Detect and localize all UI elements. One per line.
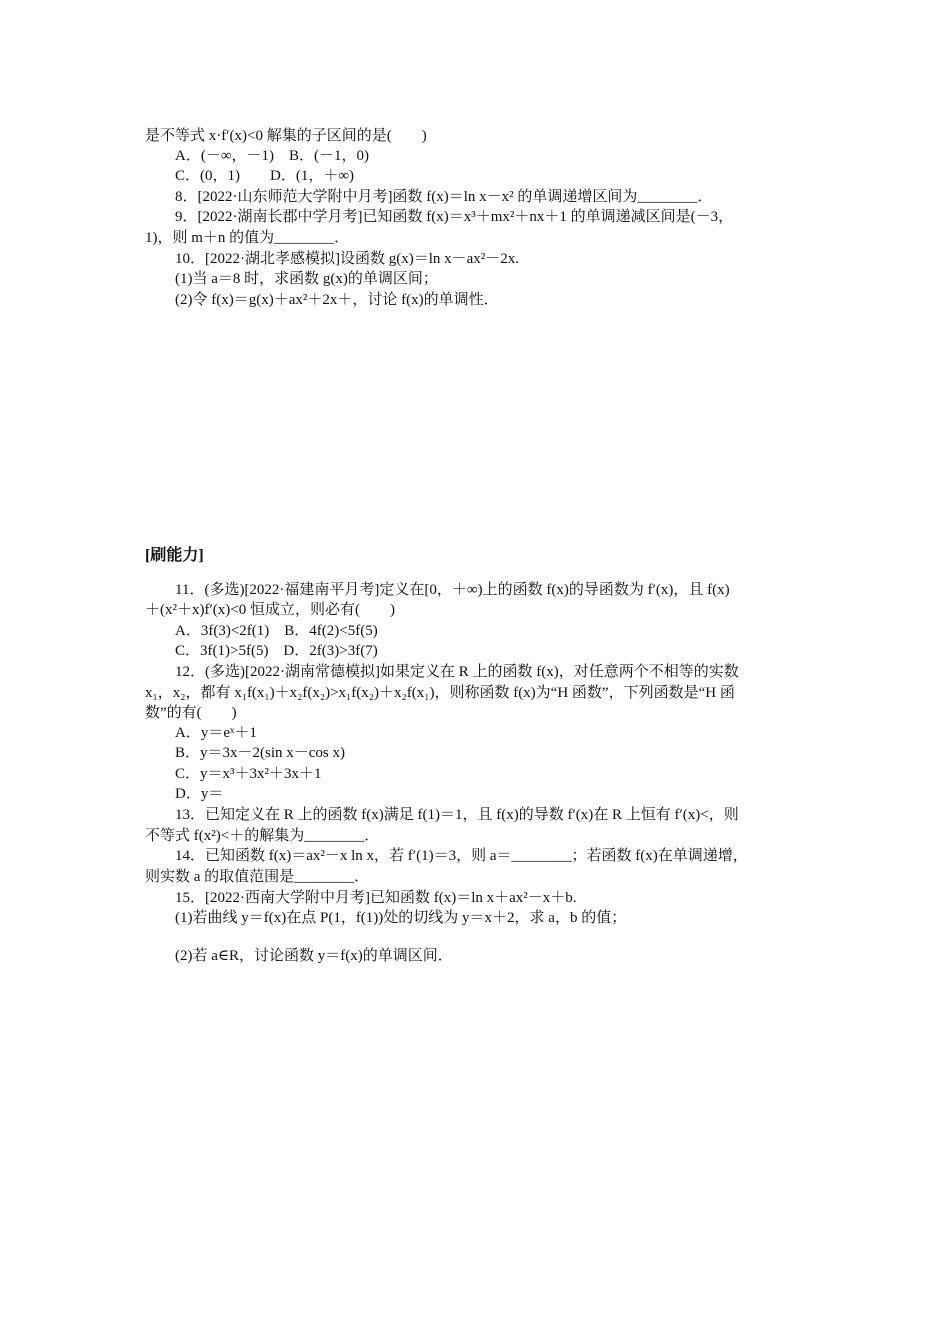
text-line: 是不等式 x·f′(x)<0 解集的子区间的是( ): [145, 128, 427, 144]
text-line: 数”的有( ): [145, 705, 237, 721]
question-12: 12．(多选)[2022·湖南常德模拟]如果定义在 R 上的函数 f(x)，对任意两个不相等的实数: [175, 664, 739, 680]
option-line: A．y＝eˣ＋1: [175, 725, 257, 741]
option-line: B．y＝3x－2(sin x－cos x): [175, 745, 345, 761]
option-line: C．(0，1) D．(1，＋∞): [175, 168, 355, 184]
sub-question: (2)令 f(x)＝g(x)＋ax²＋2x＋，讨论 f(x)的单调性．: [175, 292, 499, 308]
question-13: 13．已知定义在 R 上的函数 f(x)满足 f(1)＝1，且 f(x)的导数 f′(x)在 R 上恒有 f′(x)<，则: [175, 807, 739, 823]
option-line: A．(－∞，－1) B．(－1，0): [175, 148, 370, 164]
question-8: 8．[2022·山东师范大学附中月考]函数 f(x)＝ln x－x² 的单调递增区间为________．: [175, 189, 713, 205]
sub-question: (1)当 a＝8 时，求函数 g(x)的单调区间；: [175, 271, 438, 287]
text-line: 则实数 a 的取值范围是________．: [145, 869, 370, 885]
option-line: A．3f(3)<2f(1) B．4f(2)<5f(5): [175, 623, 378, 639]
question-9: 9．[2022·湖南长郡中学月考]已知函数 f(x)＝x³＋mx²＋nx＋1 的单调递减区间是(－3，: [175, 209, 734, 225]
question-10: 10．[2022·湖北孝感模拟]设函数 g(x)＝ln x－ax²－2x.: [175, 251, 520, 267]
option-line: D．y＝: [175, 786, 224, 802]
sub-question: (1)若曲线 y＝f(x)在点 P(1，f(1))处的切线为 y＝x＋2，求 a，b 的值；: [175, 910, 627, 926]
question-11: 11．(多选)[2022·福建南平月考]定义在[0，＋∞)上的函数 f(x)的导函数为 f′(x)，且 f(x): [175, 582, 730, 598]
question-14: 14．已知函数 f(x)＝ax²－x ln x，若 f′(1)＝3，则 a＝________；若函数 f(x)在单调递增，: [175, 848, 748, 864]
option-line: C．3f(1)>5f(5) D．2f(3)>3f(7): [175, 643, 378, 659]
text-line: x₁，x₂，都有 x₁f(x₁)＋x₂f(x₂)>x₁f(x₂)＋x₂f(x₁)，则称函数 f(x)为“H 函数”，下列函数是“H 函: [145, 685, 735, 701]
text-line: 1)，则 m＋n 的值为________．: [145, 230, 350, 246]
section-heading: [刷能力]: [145, 547, 204, 564]
sub-question: (2)若 a∈R，讨论函数 y＝f(x)的单调区间．: [175, 948, 453, 964]
option-line: C．y＝x³＋3x²＋3x＋1: [175, 766, 322, 782]
question-15: 15．[2022·西南大学附中月考]已知函数 f(x)＝ln x＋ax²－x＋b.: [175, 890, 577, 906]
text-line: ＋(x²＋x)f′(x)<0 恒成立，则必有( ): [145, 602, 395, 618]
text-line: 不等式 f(x²)<＋的解集为________．: [145, 828, 380, 844]
